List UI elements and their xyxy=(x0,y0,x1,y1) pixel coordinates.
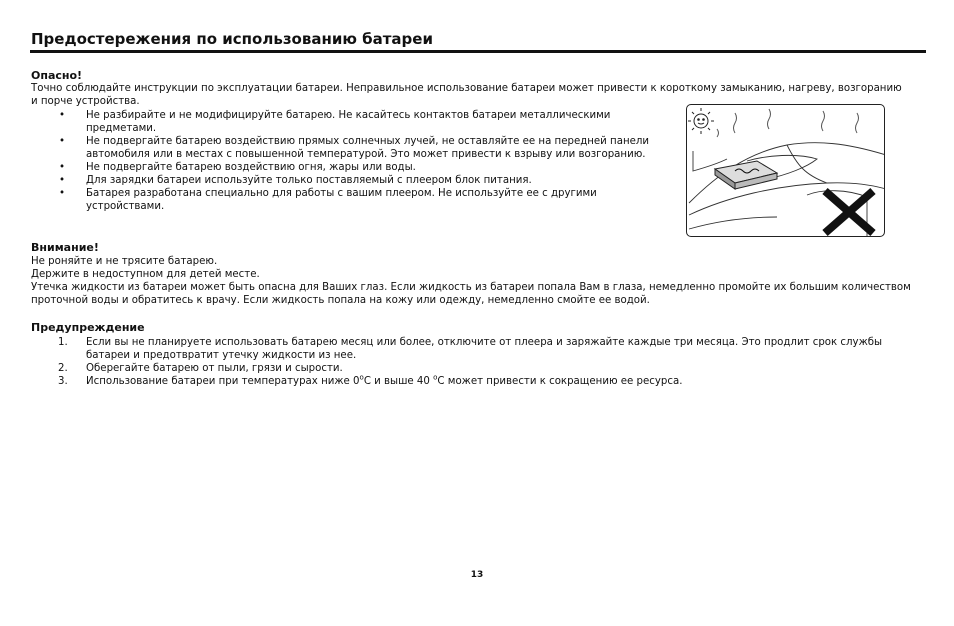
attention-line: Утечка жидкости из батареи может быть опасна для Ваших глаз. Если жидкость из батареи попала Вам в глаза, немедленно промойте их большим количеством проточной воды и обратитесь к врачу. Если жидкость попала на кожу или одежду, немедленно смойте ее водой. xyxy=(31,282,911,306)
item-text: Оберегайте батарею от пыли, грязи и сырости. xyxy=(86,363,343,374)
title-divider xyxy=(30,50,926,53)
heat-waves-icon xyxy=(717,109,859,137)
warning-item xyxy=(31,336,916,362)
x-mark-icon xyxy=(825,191,873,233)
page-number: 13 xyxy=(470,570,484,580)
danger-item: • Батарея разработана специально для работы с вашим плеером. Не используйте ее с другими устройствами. xyxy=(31,187,656,213)
item-number: 1. xyxy=(58,337,68,348)
attention-text xyxy=(31,255,911,307)
attention-heading: Внимание! xyxy=(31,241,99,254)
danger-list xyxy=(31,109,656,213)
battery-in-car-illustration xyxy=(686,104,885,237)
warning-list xyxy=(31,336,916,388)
degree-sign: o xyxy=(359,373,364,382)
danger-item: • Не подвергайте батарею воздействию огня, жары или воды. xyxy=(31,161,656,174)
danger-item: • Для зарядки батареи используйте только поставляемый с плеером блок питания. xyxy=(31,174,656,187)
sun-icon xyxy=(688,108,714,134)
item-text: Использование батареи при температурах ниже 0$^o$C и выше 40 $^o$C может привести к сокращению ее ресурса. xyxy=(86,373,683,387)
danger-item: • Не разбирайте и не модифицируйте батарею. Не касайтесь контактов батареи металлическими предметами. xyxy=(31,109,656,135)
warning-item xyxy=(31,362,916,375)
attention-line: Держите в недоступном для детей месте. xyxy=(31,269,260,280)
degree-sign: o xyxy=(433,373,438,382)
danger-heading: Опасно! xyxy=(31,69,83,82)
item-number: 2. xyxy=(58,363,68,374)
page-title: Предостережения по использованию батареи xyxy=(31,30,433,48)
item-text: Если вы не планируете использовать батарею месяц или более, отключите от плеера и заряжайте каждые три месяца. Это продлит срок службы батареи и предотвратит утечку жидкости из нее. xyxy=(86,337,883,361)
danger-item: • Не подвергайте батарею воздействию прямых солнечных лучей, не оставляйте ее на передней панели автомобиля или в местах с повышенной температурой. Это может привести к взрыву или возгоранию. xyxy=(31,135,656,161)
attention-line: Не роняйте и не трясите батарею. xyxy=(31,256,218,267)
danger-intro: Точно соблюдайте инструкции по эксплуатации батареи. Неправильное использование батареи может привести к короткому замыканию, нагреву, возгоранию и порче устройства. xyxy=(31,83,902,107)
warning-heading: Предупреждение xyxy=(31,321,145,334)
item-number: 3. xyxy=(58,376,68,387)
battery-on-dashboard-icon xyxy=(715,161,777,189)
warning-item xyxy=(31,375,916,388)
